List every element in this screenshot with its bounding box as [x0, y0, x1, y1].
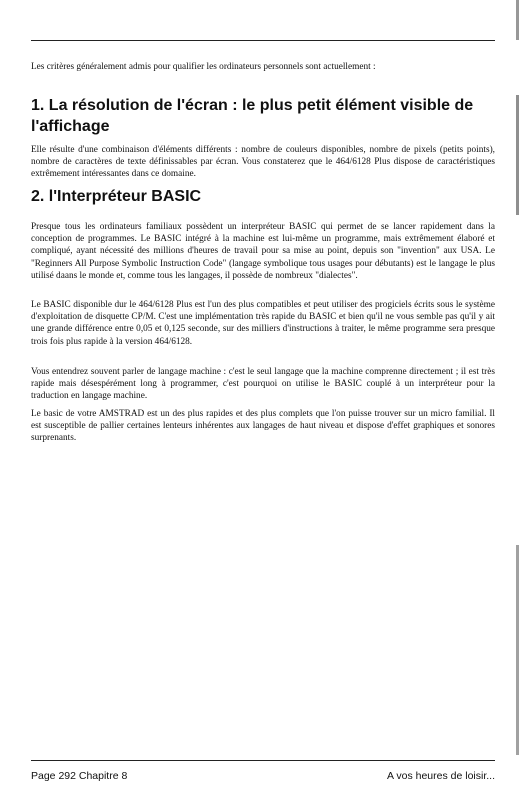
section-1-heading: 1. La résolution de l'écran : le plus petit élément visible de l'affichage	[31, 97, 474, 135]
section-2-paragraph-2: Le BASIC disponible dur le 464/6128 Plus est l'un des plus compatibles et peut utiliser des progiciels écrits sous le système d'exploitation de disquette CP/M. C'est une implémentation très rapide du BASIC et bien qu'il ne vous semble pas qu'il y ait une grande différence entre 0,05 et 0,125 seconde, sur des milliers d'instructions à traiter, le même programme sera presque trois fois plus rapide à la version 464/6128.	[31, 300, 495, 347]
intro-text: Les critères généralement admis pour qualifier les ordinateurs personnels sont actuellement :	[31, 62, 376, 72]
section-2-heading: 2. l'Interpréteur BASIC	[31, 188, 202, 205]
footer-chapter-title: A vos heures de loisir...	[387, 770, 495, 782]
section-2-paragraph-4: Le basic de votre AMSTRAD est un des plus rapides et des plus complets que l'on puisse trouver sur un micro familial. Il est susceptible de pallier certaines lenteurs inhérentes aux langages de haut niveau et dispose d'effet graphiques et sonores surprenants.	[31, 409, 495, 444]
section-2-paragraph-1: Presque tous les ordinateurs familiaux possèdent un interpréteur BASIC qui permet de se lancer rapidement dans la conception de programmes. Le BASIC intégré à la machine est lui-même un programme, mais extrêmement élaboré et compliqué, ayant nécessité des millions d'heures de travail pour sa mise au point, depuis son "invention" aux USA. Le "Reginners All Purpose Symbolic Instruction Code" (langage symbolique tous usages pour débutants) est le langage le plus utilisé daans le monde et, comme tous les langages, il possède de nombreux "dialectes".	[31, 222, 495, 281]
footer-page-label: Page 292 Chapitre 8	[31, 770, 128, 782]
bottom-rule	[31, 760, 495, 761]
top-rule	[31, 40, 495, 41]
section-2-paragraph-3: Vous entendrez souvent parler de langage machine : c'est le seul langage que la machine comprenne directement ; il est très rapide mais désespérément long à programmer, c'est pourquoi on utilise le BASIC couplé à un interpréteur pour la traduction en langage machine.	[31, 367, 495, 402]
section-1-paragraph: Elle résulte d'une combinaison d'éléments différents : nombre de couleurs disponibles, nombre de pixels (petits points), nombre de caractères de texte définissables par écran. Vous constaterez que le 464/6128 Plus dispose de caractéristiques extrêmement intéressantes dans ce domaine.	[31, 145, 495, 180]
